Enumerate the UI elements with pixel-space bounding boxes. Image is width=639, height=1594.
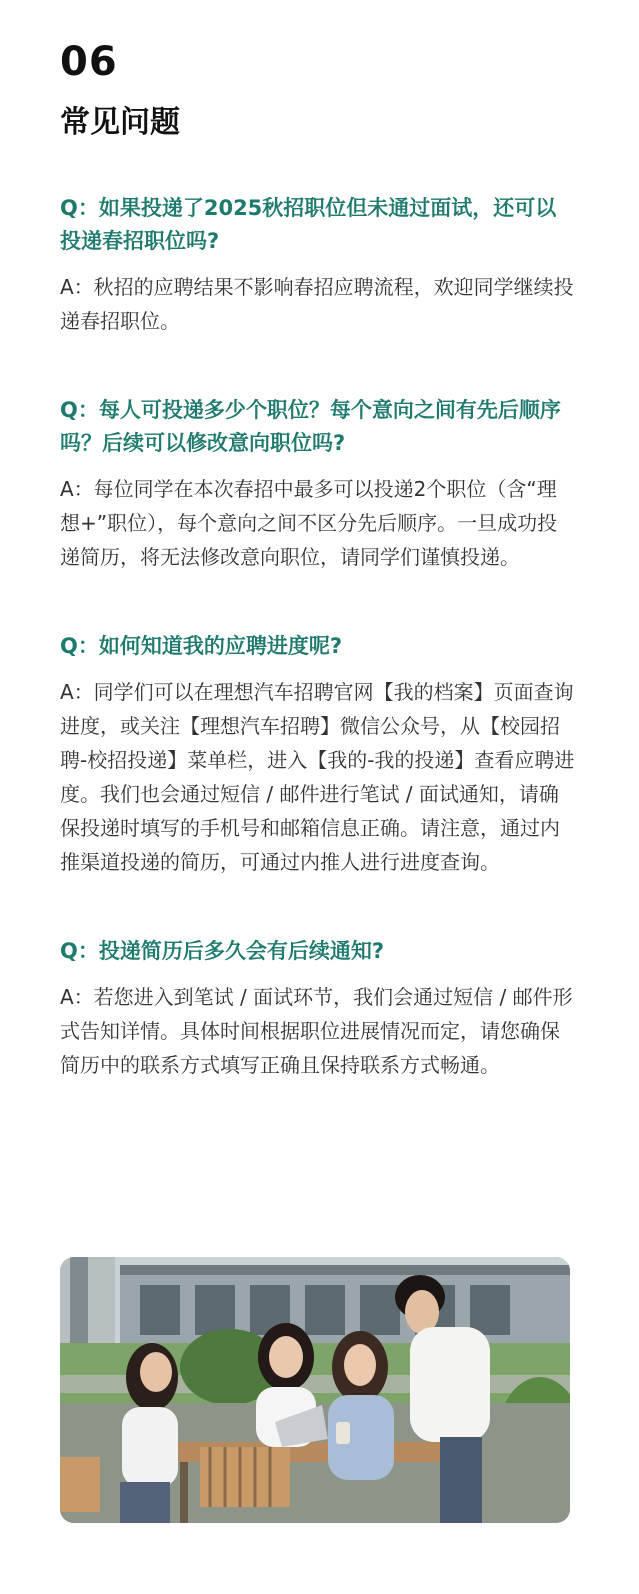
faq-question: Q：投递简历后多久会有后续通知?: [60, 939, 385, 963]
faq-answer: A：同学们可以在理想汽车招聘官网【我的档案】页面查询进度，或关注【理想汽车招聘】微信公众号，从【校园招聘-校招投递】菜单栏，进入【我的-我的投递】查看应聘进度。我们也会通过短信 / 邮件进行笔试 / 面试通知，请确保投递时填写的手机号和邮箱信息正确。请注意，通过内推渠道投递的简历，可通过内推人进行进度查询。: [60, 680, 575, 874]
faq-item: [60, 630, 575, 879]
faq-item: [60, 935, 575, 1082]
faq-question: Q：每人可投递多少个职位？每个意向之间有先后顺序吗？后续可以修改意向职位吗?: [60, 398, 561, 455]
faq-answer: A：每位同学在本次春招中最多可以投递2个职位（含“理想+”职位），每个意向之间不区分先后顺序。一旦成功投递简历，将无法修改意向职位，请同学们谨慎投递。: [60, 477, 558, 569]
photo-illustration: [60, 1257, 570, 1523]
faq-question: Q：如果投递了2025秋招职位但未通过面试，还可以投递春招职位吗?: [60, 196, 557, 253]
faq-item: [60, 192, 575, 338]
section-number: 06: [60, 39, 118, 85]
faq-answer: A：若您进入到笔试 / 面试环节，我们会通过短信 / 邮件形式告知详情。具体时间根据职位进展情况而定，请您确保简历中的联系方式填写正确且保持联系方式畅通。: [60, 985, 573, 1077]
section-title: 常见问题: [60, 105, 180, 140]
faq-list: [60, 192, 575, 1082]
faq-item: [60, 394, 575, 574]
faq-question: Q：如何知道我的应聘进度呢?: [60, 634, 343, 658]
campus-students-photo: [60, 1257, 570, 1523]
faq-answer: A：秋招的应聘结果不影响春招应聘流程，欢迎同学继续投递春招职位。: [60, 275, 574, 333]
